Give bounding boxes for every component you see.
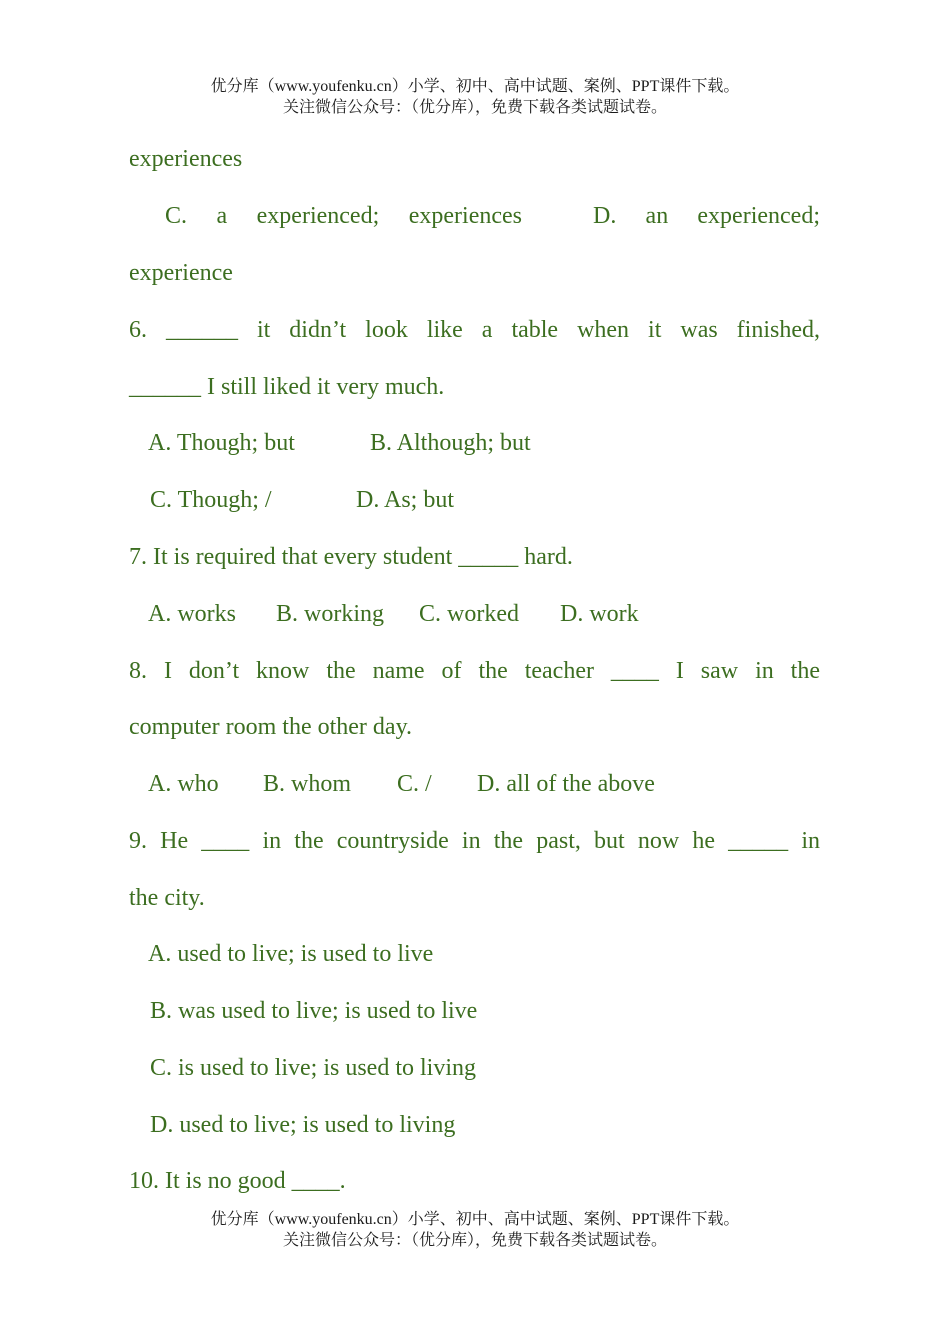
q5-options-cd — [129, 188, 820, 245]
q7-option-c: C. worked — [419, 601, 519, 627]
q5-option-c: C. a experienced; experiences — [165, 203, 522, 229]
q7-option-a: A. works — [148, 601, 236, 627]
footer-line-2: 关注微信公众号：（优分库），免费下载各类试题试卷。 — [282, 1232, 667, 1249]
q8-stem-line-1: 8. I don’t know the name of the teacher ____ I saw in the — [129, 658, 820, 684]
q9-option-d: D. used to live; is used to living — [150, 1112, 456, 1138]
q7-options — [129, 586, 820, 643]
q8-option-b: B. whom — [263, 771, 352, 797]
q9-option-b: B. was used to live; is used to live — [150, 998, 478, 1024]
q9-option-a: A. used to live; is used to live — [148, 941, 434, 967]
q9-stem-line-1: 9. He ____ in the countryside in the past, but now he _____ in — [129, 828, 820, 854]
q6-options-cd — [129, 472, 820, 529]
q9-stem-line-2: the city. — [129, 885, 205, 911]
q6-option-d: D. As; but — [356, 487, 455, 513]
q5-tail: experiences — [129, 146, 243, 172]
q10-stem: 10. It is no good ____. — [129, 1168, 346, 1194]
q7-option-d: D. work — [560, 601, 639, 627]
q7-stem: 7. It is required that every student _____ hard. — [129, 544, 573, 570]
q6-stem-line-1: 6. ______ it didn’t look like a table when it was finished, — [129, 317, 820, 343]
q8-option-d: D. all of the above — [477, 771, 655, 797]
q6-stem-line-2: ______ I still liked it very much. — [129, 374, 445, 400]
q5-tail-2: experience — [129, 260, 233, 286]
q6-option-c: C. Though; / — [150, 487, 272, 513]
q8-option-c: C. / — [397, 771, 432, 797]
q8-stem-line-2: computer room the other day. — [129, 714, 413, 740]
q6-option-b: B. Although; but — [370, 430, 531, 456]
q9-option-c: C. is used to live; is used to living — [150, 1055, 477, 1081]
q8-options — [129, 756, 820, 813]
page-footer — [0, 1209, 950, 1251]
q6-option-a: A. Though; but — [148, 430, 295, 456]
q5-option-d: D. an experienced; — [593, 203, 820, 229]
q6-options-ab — [129, 415, 820, 472]
header-line-1: 优分库（www.youfenku.cn）小学、初中、高中试题、案例、PPT课件下载。 — [210, 78, 740, 95]
footer-line-1: 优分库（www.youfenku.cn）小学、初中、高中试题、案例、PPT课件下载。 — [210, 1211, 740, 1228]
q8-option-a: A. who — [148, 771, 219, 797]
q7-option-b: B. working — [276, 601, 384, 627]
page-header — [0, 76, 950, 118]
header-line-2: 关注微信公众号：（优分库），免费下载各类试题试卷。 — [282, 99, 667, 116]
